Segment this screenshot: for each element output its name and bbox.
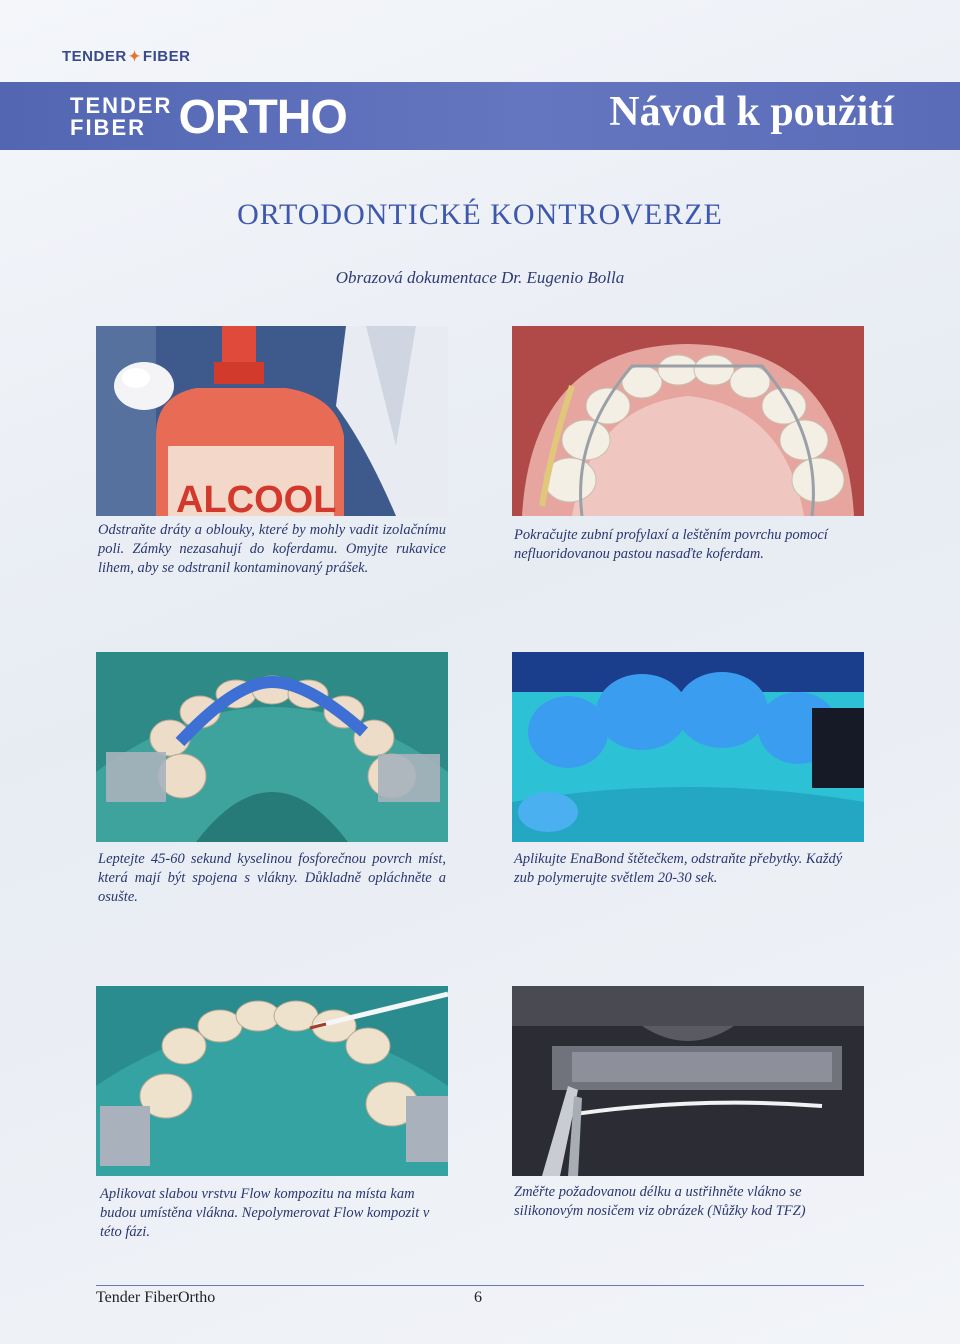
caption-step-3: Leptejte 45-60 sekund kyselinou fosforečnou povrch míst, která mají být spojena s vlákny. Důkladně opláchněte a osušte. — [98, 851, 446, 905]
page-number: 6 — [474, 1289, 482, 1306]
caption-step-5: Aplikovat slabou vrstvu Flow kompozitu na místa kam budou umístěna vlákna. Nepolymerovat Flow kompozit v této fázi. — [100, 1186, 430, 1240]
logo-line1: TENDER — [70, 93, 173, 118]
photo-step-6 — [512, 986, 864, 1176]
brand-swirl-icon: ✦ — [128, 48, 141, 64]
caption-step-1: Odstraňte dráty a oblouky, které by mohly vadit izolačnímu poli. Zámky nezasahují do koferdamu. Omyjte rukavice lihem, aby se odstranil kontaminovaný prášek. — [98, 522, 446, 576]
logo-main: ORTHO — [178, 90, 347, 144]
footer-title: Tender FiberOrtho — [96, 1289, 216, 1306]
page-subheading: Obrazová dokumentace Dr. Eugenio Bolla — [335, 268, 625, 287]
photo-step-2 — [512, 326, 864, 516]
brand-left: TENDER — [62, 48, 127, 65]
alcool-label: ALCOOL — [176, 479, 337, 516]
banner-title: Návod k použití — [609, 89, 894, 135]
page-heading: ORTODONTICKÉ KONTROVERZE — [237, 198, 723, 231]
brand-mark — [62, 48, 190, 65]
product-logo — [70, 90, 347, 144]
photo-step-1 — [96, 326, 448, 516]
photo-step-4 — [512, 652, 864, 842]
caption-step-2: Pokračujte zubní profylaxí a leštěním povrchu pomocí nefluoridovanou pastou nasaďte koferdam. — [514, 527, 828, 562]
brand-right: FIBER — [142, 48, 191, 65]
caption-step-6: Změřte požadovanou délku a ustřihněte vlákno se silikonovým nosičem viz obrázek (Nůžky kod TFZ) — [514, 1184, 806, 1219]
logo-line2: FIBER — [70, 115, 146, 140]
caption-step-4: Aplikujte EnaBond štětečkem, odstraňte přebytky. Každý zub polymerujte světlem 20-30 sek. — [514, 851, 843, 886]
photo-step-3 — [96, 652, 448, 842]
photo-step-5 — [96, 986, 448, 1176]
footer-divider — [96, 1285, 864, 1286]
